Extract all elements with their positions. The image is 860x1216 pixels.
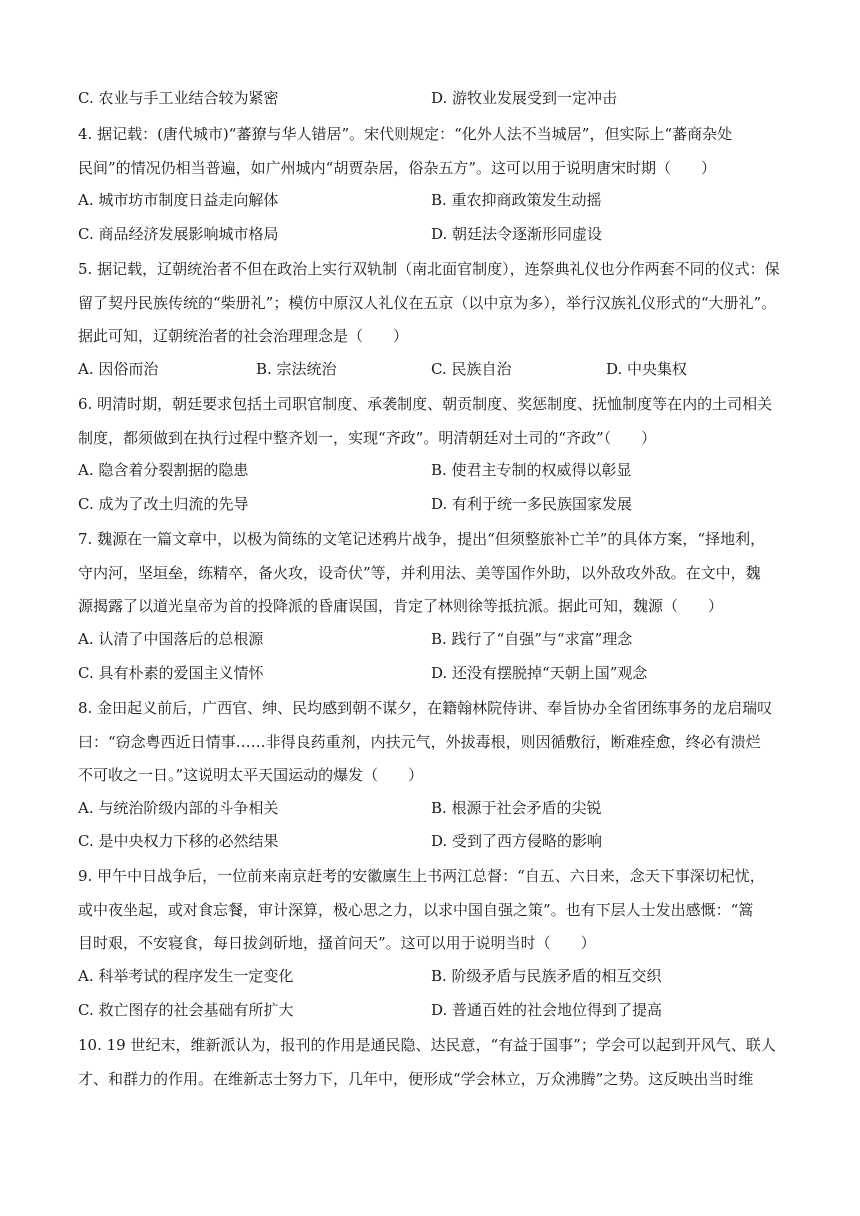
q3-option-d: D. 游牧业发展受到一定冲击 [431, 89, 618, 107]
q8-option-a: A. 与统治阶级内部的斗争相关 [78, 799, 279, 817]
q8-stem-line-3: 不可收之一日。”这说明太平天国运动的爆发（ ） [78, 766, 424, 784]
q5-stem-line-2: 留了契丹民族传统的“柴册礼”；模仿中原汉人礼仪在五京（以中京为多），举行汉族礼仪形式的“大册礼”。 [78, 294, 777, 312]
q7-option-a: A. 认清了中国落后的总根源 [78, 630, 264, 648]
q5-option-a: A. 因俗而治 [78, 360, 159, 378]
q7-option-d: D. 还没有摆脱掉“天朝上国”观念 [431, 664, 648, 682]
q7-stem-line-3: 源揭露了以道光皇帝为首的投降派的昏庸误国，肯定了林则徐等抵抗派。据此可知，魏源（ ） [78, 597, 724, 615]
q6-option-c: C. 成为了改土归流的先导 [78, 495, 249, 513]
q7-stem-line-1: 7. 魏源在一篇文章中，以极为简练的文笔记述鸦片战争，提出“但须整旅补亡羊”的具体方案，“择地利， [78, 530, 766, 548]
q4-option-d: D. 朝廷法令逐渐形同虚设 [431, 225, 603, 243]
q5-stem-line-1: 5. 据记载，辽朝统治者不但在政治上实行双轨制（南北面官制度），连祭典礼仪也分作两套不同的仪式：保 [78, 260, 780, 278]
q5-option-d: D. 中央集权 [606, 360, 688, 378]
q8-stem-line-1: 8. 金田起义前后，广西官、绅、民均感到朝不谋夕，在籍翰林院侍讲、奉旨协办全省团练事务的龙启瑞叹 [78, 699, 773, 717]
q7-option-b: B. 践行了“自强”与“求富”理念 [431, 630, 633, 648]
q6-stem-line-2: 制度，都须做到在执行过程中整齐划一，实现“齐政”。明清朝廷对土司的“齐政”（ ） [78, 429, 657, 447]
q4-stem-line-2: 民间”的情况仍相当普遍，如广州城内“胡贾杂居，俗杂五方”。这可以用于说明唐宋时期（ ） [78, 159, 717, 177]
q9-option-a: A. 科举考试的程序发生一定变化 [78, 967, 294, 985]
q5-option-b: B. 宗法统治 [256, 360, 337, 378]
q8-option-b: B. 根源于社会矛盾的尖锐 [431, 799, 602, 817]
q10-stem-line-2: 才、和群力的作用。在维新志士努力下，几年中，便形成“学会林立，万众沸腾”之势。这反映出当时维 [78, 1070, 754, 1088]
q4-stem-line-1: 4. 据记载：(唐代城市)“蕃獠与华人错居”。宋代则规定：“化外人法不当城居”，但实际上“蕃商杂处 [78, 125, 733, 143]
q5-stem-line-3: 据此可知，辽朝统治者的社会治理理念是（ ） [78, 327, 409, 345]
q9-option-c: C. 救亡图存的社会基础有所扩大 [78, 1001, 294, 1019]
q8-stem-line-2: 曰：“窃念粤西近日情事……非得良药重剂，内扶元气，外拔毒根，则因循敷衍，断难痊愈，终必有溃烂 [78, 733, 761, 751]
q10-stem-line-1: 10. 19 世纪末，维新派认为，报刊的作用是通民隐、达民意，“有益于国事”；学会可以起到开风气、联人 [78, 1036, 776, 1054]
q8-option-d: D. 受到了西方侵略的影响 [431, 832, 603, 850]
q4-option-c: C. 商品经济发展影响城市格局 [78, 225, 279, 243]
q9-option-d: D. 普通百姓的社会地位得到了提高 [431, 1001, 663, 1019]
q3-option-c: C. 农业与手工业结合较为紧密 [78, 89, 279, 107]
q4-option-b: B. 重农抑商政策发生动摇 [431, 191, 602, 209]
q9-stem-line-1: 9. 甲午中日战争后，一位前来南京赶考的安徽廪生上书两江总督：“自五、六日来，念天下事深切杞忧， [78, 867, 765, 885]
q6-option-a: A. 隐含着分裂割据的隐患 [78, 461, 249, 479]
q9-stem-line-3: 目时艰，不安寝食，每日拔剑斫地，搔首问天”。这可以用于说明当时（ ） [78, 934, 596, 952]
q6-option-d: D. 有利于统一多民族国家发展 [431, 495, 633, 513]
q9-stem-line-2: 或中夜坐起，或对食忘餐，审计深算，极心思之力，以求中国自强之策”。也有下层人士发出感慨：“篙 [78, 901, 754, 919]
q6-stem-line-1: 6. 明清时期，朝廷要求包括土司职官制度、承袭制度、朝贡制度、奖惩制度、抚恤制度等在内的土司相关 [78, 395, 773, 413]
q5-option-c: C. 民族自治 [431, 360, 512, 378]
q4-option-a: A. 城市坊市制度日益走向解体 [78, 191, 279, 209]
q7-stem-line-2: 守内河，坚垣垒，练精卒，备火攻，设奇伏”等，并利用法、美等国作外助，以外敌攻外敌。在文中，魏 [78, 564, 761, 582]
q6-option-b: B. 使君主专制的权威得以彰显 [431, 461, 632, 479]
q7-option-c: C. 具有朴素的爱国主义情怀 [78, 664, 264, 682]
q8-option-c: C. 是中央权力下移的必然结果 [78, 832, 279, 850]
q9-option-b: B. 阶级矛盾与民族矛盾的相互交织 [431, 967, 662, 985]
